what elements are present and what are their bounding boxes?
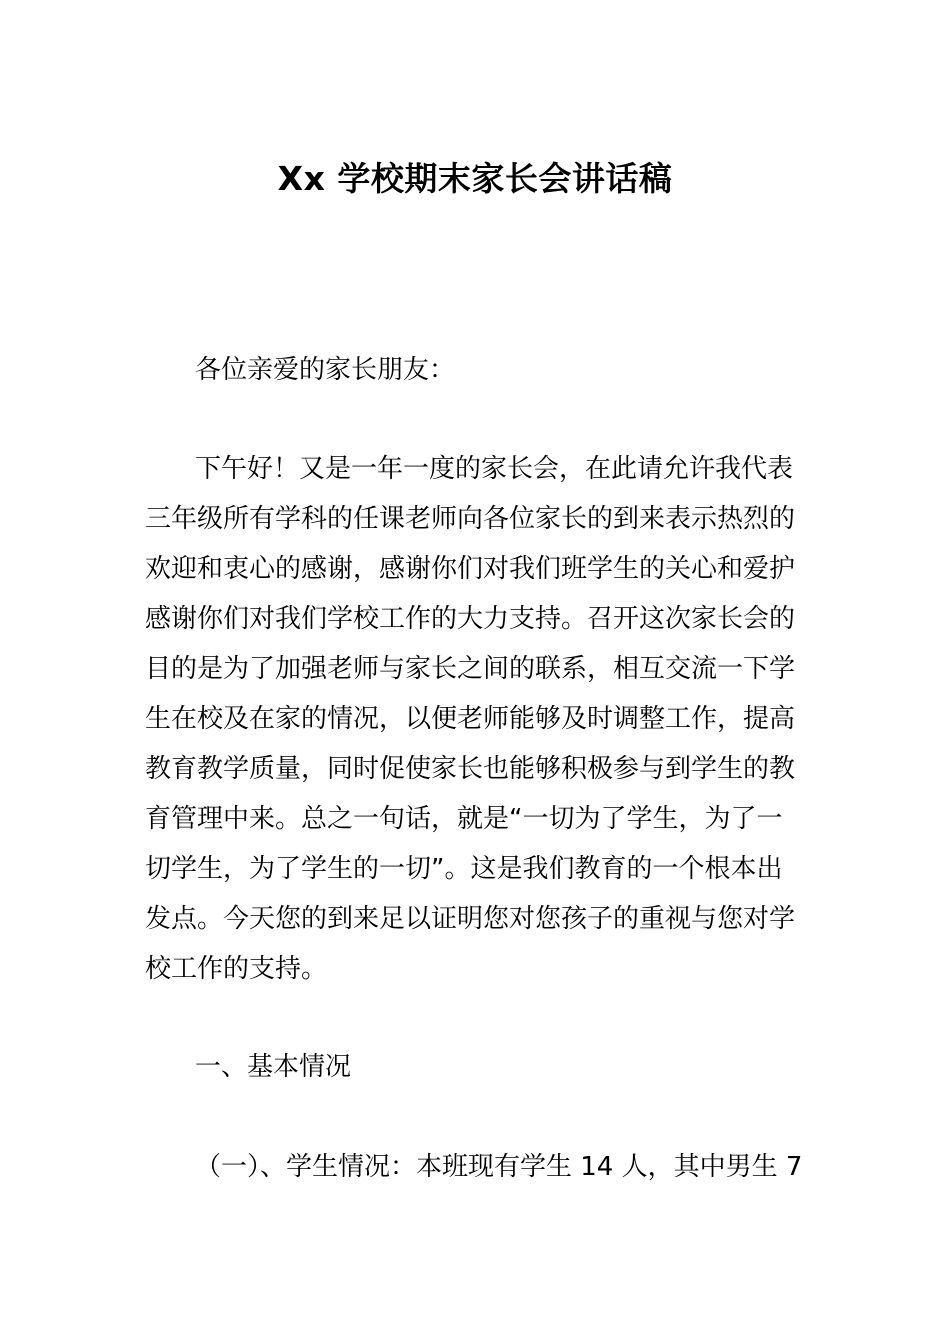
document-title: Xx 学校期末家长会讲话稿 — [277, 159, 673, 198]
subsection-line: （一）、学生情况：本班现有学生 14 人，其中男生 7 — [195, 1152, 803, 1182]
paragraph-line: 感谢你们对我们学校工作的大力支持。召开这次家长会的 — [145, 604, 796, 634]
paragraph-line: 目的是为了加强老师与家长之间的联系，相互交流一下学 — [145, 654, 796, 684]
paragraph-line: 切学生，为了学生的一切”。这是我们教育的一个根本出 — [145, 854, 783, 884]
salutation: 各位亲爱的家长朋友： — [195, 355, 456, 385]
paragraph-line: 下午好！又是一年一度的家长会，在此请允许我代表 — [195, 454, 794, 484]
opening-paragraph — [145, 449, 810, 999]
section-heading: 一、基本情况 — [195, 1052, 352, 1082]
paragraph-line: 生在校及在家的情况，以便老师能够及时调整工作，提高 — [145, 704, 796, 734]
paragraph-line: 三年级所有学科的任课老师向各位家长的到来表示热烈的 — [145, 504, 796, 534]
paragraph-line: 校工作的支持。 — [145, 954, 328, 984]
paragraph-line: 欢迎和衷心的感谢，感谢你们对我们班学生的关心和爱护 — [145, 554, 796, 584]
paragraph-line: 育管理中来。总之一句话，就是“一切为了学生，为了一 — [145, 804, 783, 834]
paragraph-line: 发点。今天您的到来足以证明您对您孩子的重视与您对学 — [145, 904, 796, 934]
paragraph-line: 教育教学质量，同时促使家长也能够积极参与到学生的教 — [145, 754, 796, 784]
